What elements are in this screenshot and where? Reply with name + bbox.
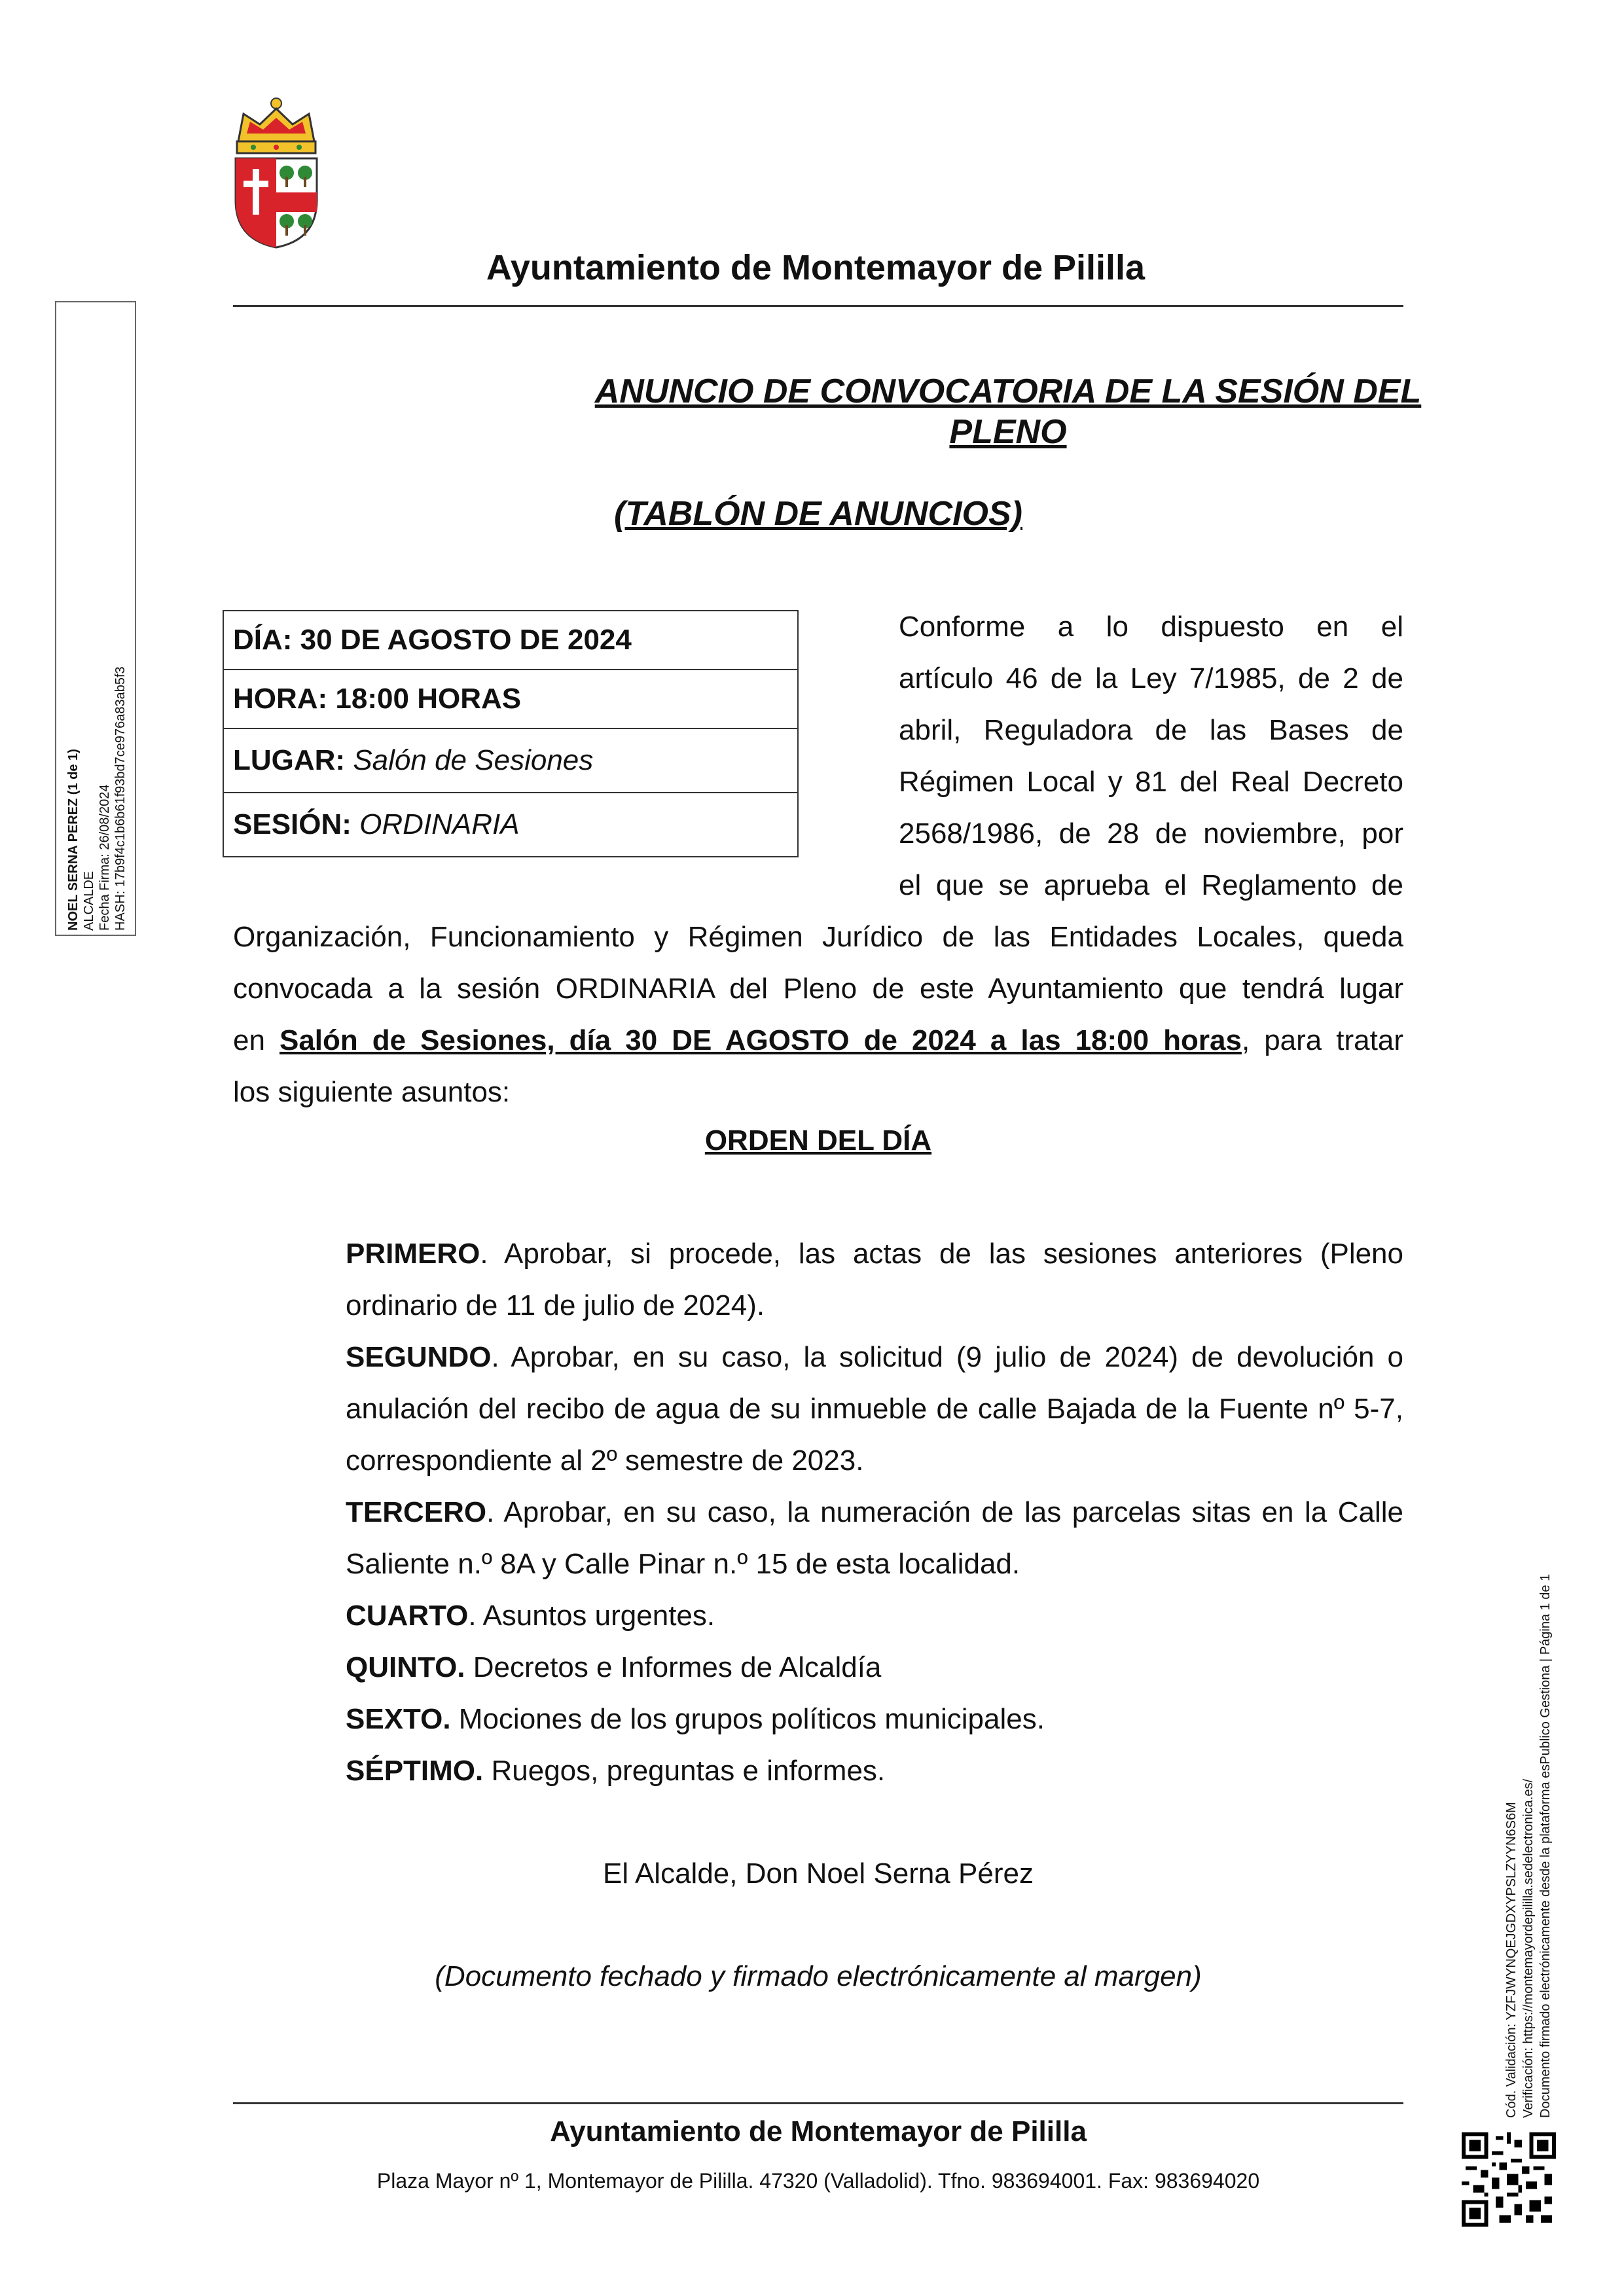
- intro-line: 2568/1986, de 28 de noviembre, por: [899, 817, 1403, 850]
- info-lugar: LUGAR: Salón de Sesiones: [223, 728, 798, 793]
- intro-paragraph-full: [233, 911, 1403, 1118]
- agenda-item: QUINTO. Decretos e Informes de Alcaldía: [346, 1651, 882, 1683]
- info-sesion: SESIÓN: ORDINARIA: [223, 793, 798, 857]
- electronic-signature-note: (Documento fechado y firmado electrónicamente al margen): [435, 1960, 1202, 1992]
- intro-paragraph-right: [899, 601, 1403, 911]
- announcement-title-line2: PLENO: [949, 413, 1067, 451]
- agenda-item: TERCERO. Aprobar, en su caso, la numeración de las parcelas sitas en la Calle Saliente n.º 8A y Calle Pinar n.º 15 de esta localidad.: [346, 1496, 1403, 1580]
- validation-code: Cód. Validación: YZFJWYNQEJGDXYPSLZYYN6S6M: [1504, 1802, 1519, 2118]
- coat-of-arms-logo: [230, 96, 322, 250]
- intro-line: Organización, Funcionamiento y Régimen Jurídico de las Entidades Locales, queda: [233, 921, 1403, 953]
- signature-stamp-box: [55, 301, 136, 936]
- info-dia: DÍA: 30 DE AGOSTO DE 2024: [223, 611, 798, 670]
- intro-line: abril, Reguladora de las Bases de: [899, 714, 1403, 746]
- agenda-item: SEGUNDO. Aprobar, en su caso, la solicitud (9 julio de 2024) de devolución o anulación del recibo de agua de su inmueble de calle Bajada de la Fuente nº 5-7, correspondiente al 2º semestre de 2023.: [346, 1341, 1403, 1477]
- agenda-item: SÉPTIMO. Ruegos, preguntas e informes.: [346, 1755, 886, 1787]
- verification-text: [1503, 1431, 1554, 2118]
- agenda-list: [346, 1228, 1403, 1797]
- intro-line: los siguiente asuntos:: [233, 1076, 511, 1108]
- stamp-role: ALCALDE: [82, 870, 96, 931]
- agenda-item: CUARTO. Asuntos urgentes.: [346, 1600, 715, 1632]
- qr-code-icon: [1462, 2132, 1556, 2227]
- intro-line: en Salón de Sesiones, día 30 DE AGOSTO de 2024 a las 18:00 horas, para tratar: [233, 1024, 1403, 1056]
- intro-line: artículo 46 de la Ley 7/1985, de 2 de: [899, 662, 1403, 694]
- announcement-subtitle: (TABLÓN DE ANUNCIOS): [614, 495, 1022, 533]
- announcement-title-line1: ANUNCIO DE CONVOCATORIA DE LA SESIÓN DEL: [594, 372, 1422, 410]
- stamp-date: Fecha Firma: 26/08/2024: [98, 784, 112, 931]
- stamp-hash: HASH: 17b9f4c1b6b61f93bd7ce976a83ab5f3: [113, 666, 128, 931]
- info-hora: HORA: 18:00 HORAS: [223, 670, 798, 728]
- platform-note: Documento firmado electrónicamente desde la plataforma esPublico Gestiona | Página 1 de 1: [1538, 1573, 1553, 2118]
- stamp-signer: NOEL SERNA PEREZ (1 de 1): [66, 749, 81, 931]
- intro-line: Régimen Local y 81 del Real Decreto: [899, 766, 1403, 798]
- mayor-signature: El Alcalde, Don Noel Serna Pérez: [603, 1857, 1034, 1890]
- header-divider: [233, 305, 1403, 307]
- footer-divider: [233, 2102, 1403, 2104]
- agenda-item: SEXTO. Mociones de los grupos políticos municipales.: [346, 1703, 1045, 1735]
- intro-line: el que se aprueba el Reglamento de: [899, 869, 1403, 901]
- agenda-title: ORDEN DEL DÍA: [704, 1124, 932, 1157]
- footer-title: Ayuntamiento de Montemayor de Pililla: [550, 2115, 1087, 2147]
- header-title: Ayuntamiento de Montemayor de Pililla: [486, 248, 1146, 287]
- intro-line: convocada a la sesión ORDINARIA del Pleno de este Ayuntamiento que tendrá lugar: [233, 973, 1403, 1005]
- agenda-item: PRIMERO. Aprobar, si procede, las actas de las sesiones anteriores (Pleno ordinario de 11 de julio de 2024).: [346, 1238, 1403, 1321]
- session-highlight: Salón de Sesiones, día 30 DE AGOSTO de 2024 a las 18:00 horas: [279, 1024, 1242, 1056]
- signature-stamp-text: [65, 342, 128, 931]
- verification-url: Verificación: https://montemayordepililla.sedelectronica.es/: [1521, 1778, 1536, 2118]
- footer-address: Plaza Mayor nº 1, Montemayor de Pililla. 47320 (Valladolid). Tfno. 983694001. Fax: 983694020: [376, 2169, 1260, 2193]
- session-info-table: [223, 610, 799, 857]
- intro-line: Conforme a lo dispuesto en el: [899, 611, 1403, 643]
